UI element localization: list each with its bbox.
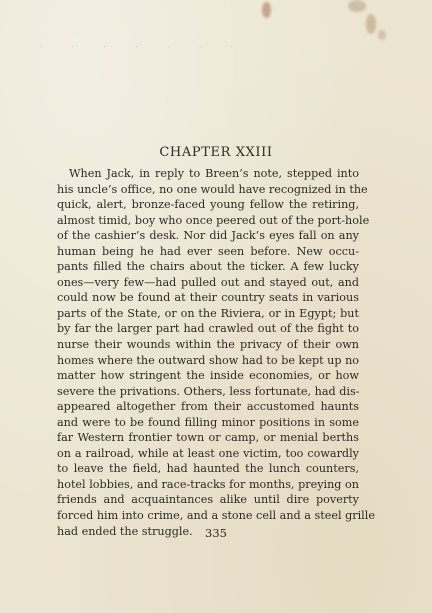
text-line: When Jack, in reply to Breen’s note, stepped into <box>69 167 359 180</box>
text-line: of the cashier’s desk. Nor did Jack’s eyes fall on any <box>57 229 359 243</box>
stain-mark <box>348 0 366 12</box>
text-line: by far the larger part had crawled out of the fight to <box>57 322 359 336</box>
text-line: and were to be found filling minor positions in some <box>57 415 359 429</box>
text-line: his uncle’s office, no one would have recognized in the <box>57 182 368 196</box>
text-line: severe the privations. Others, less fortunate, had dis- <box>57 384 360 398</box>
stain-mark <box>262 2 271 18</box>
show-through-marks: · · · · · · · <box>40 44 247 51</box>
stain-mark <box>366 14 376 34</box>
text-line: pants filled the chairs about the ticker. A few lucky <box>57 260 359 274</box>
text-line: parts of the State, or on the Riviera, or in Egypt; but <box>57 306 359 320</box>
text-line: had ended the struggle. <box>57 524 193 538</box>
stain-mark <box>378 30 386 40</box>
text-line: human being he had ever seen before. New occu- <box>57 244 359 258</box>
text-line: forced him into crime, and a stone cell and a steel grille <box>57 509 375 523</box>
text-line: matter how stringent the inside economies, or how <box>57 369 359 383</box>
text-line: appeared altogether from their accustomed haunts <box>57 400 359 414</box>
text-line: nurse their wounds within the privacy of their own <box>57 338 359 352</box>
text-line: on a railroad, while at least one victim, too cowardly <box>57 446 359 460</box>
text-line: hotel lobbies, and race-tracks for months, preying on <box>57 477 359 491</box>
text-line: to leave the field, had haunted the lunch counters, <box>57 462 359 476</box>
text-line: friends and acquaintances alike until dire poverty <box>57 493 359 507</box>
text-line: ones—very few—had pulled out and stayed out, and <box>57 275 359 289</box>
text-line: homes where the outward show had to be kept up no <box>57 353 360 367</box>
page-number: 335 <box>205 526 227 540</box>
text-line: could now be found at their country seats in various <box>57 291 359 305</box>
chapter-heading: CHAPTER XXIII <box>159 145 273 160</box>
text-line: almost timid, boy who once peered out of the port-hole <box>57 213 370 227</box>
text-line: far Western frontier town or camp, or menial berths <box>57 431 359 445</box>
chapter-body <box>57 166 375 539</box>
text-line: quick, alert, bronze-faced young fellow the retiring, <box>57 198 359 212</box>
